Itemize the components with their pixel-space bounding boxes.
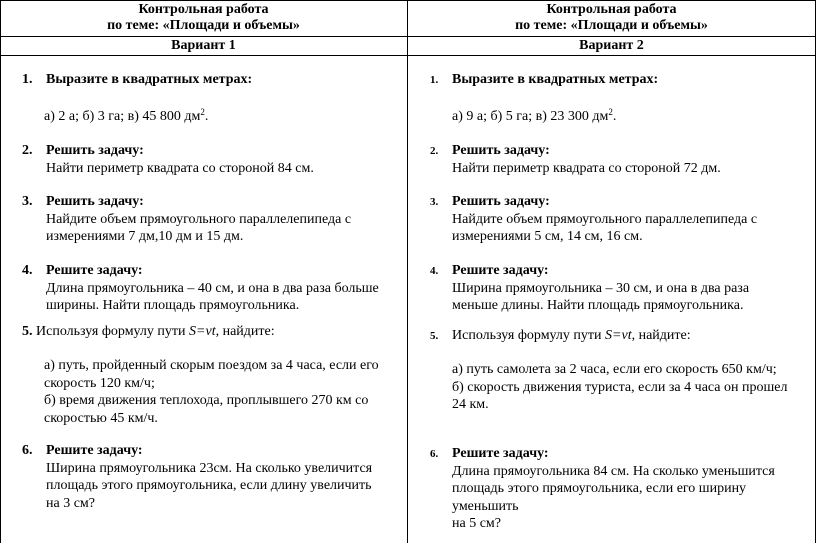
header-separator	[0, 36, 816, 37]
v2-task-2	[430, 142, 810, 177]
v2-task-5-formula: S=vt	[605, 328, 632, 343]
v1-task-1-title: Выразите в квадратных метрах:	[46, 72, 253, 87]
v2-task-3	[430, 193, 810, 246]
v2-task-1-number: 1.	[430, 74, 439, 86]
v1-task-6-line-1: Ширина прямоугольника 23см. На сколько увеличится	[46, 460, 373, 476]
table-border-top	[0, 0, 816, 1]
v1-task-1	[22, 71, 402, 89]
v1-task-2-title: Решить задачу:	[46, 143, 144, 158]
v1-task-2-number: 2.	[22, 143, 33, 158]
v1-task-6-line-3: на 3 см?	[46, 495, 95, 511]
v2-task-1-title: Выразите в квадратных метрах:	[452, 72, 659, 87]
v1-task-3-line-2: измерениями 7 дм,10 дм и 15 дм.	[46, 229, 244, 244]
v1-task-4-line-1: Длина прямоугольника – 40 см, и она в два раза больше	[46, 280, 379, 296]
v1-task-5-number: 5.	[22, 324, 33, 339]
v2-task-2-title: Решить задачу:	[452, 143, 550, 158]
variant-2-label: Вариант 2	[579, 38, 644, 53]
header-left	[0, 2, 407, 34]
v2-task-4-line-2: меньше длины. Найти площадь прямоугольника.	[452, 298, 744, 313]
v2-task-5-b-line-1: б) скорость движения туриста, если за 4 часа он прошел	[452, 379, 788, 395]
v1-task-3-number: 3.	[22, 194, 33, 209]
v1-task-3-line-1: Найдите объем прямоугольного параллелепипеда с	[46, 211, 352, 227]
v2-task-2-line-1: Найти периметр квадрата со стороной 72 дм.	[452, 160, 721, 176]
v1-task-6-title: Решите задачу:	[46, 443, 143, 458]
header-right-title: Контрольная работа	[546, 2, 677, 17]
v1-task-5-post: , найдите:	[215, 324, 275, 339]
v2-task-1-items	[452, 108, 812, 126]
v1-task-4-number: 4.	[22, 263, 33, 278]
v2-task-6-line-2: площадь этого прямоугольника, если его ширину уменьшить	[452, 481, 747, 514]
v1-task-5-formula: S=vt	[189, 324, 216, 339]
v2-task-1	[430, 71, 810, 89]
v1-task-6-number: 6.	[22, 443, 33, 458]
v1-task-3-title: Решить задачу:	[46, 194, 144, 209]
v1-task-6	[22, 442, 402, 512]
v2-task-3-line-2: измерениями 5 см, 14 см, 16 см.	[452, 229, 643, 244]
v1-task-1-sup: 2	[200, 107, 205, 117]
v1-task-5-a-line-1: а) путь, пройденный скорым поездом за 4 часа, если его	[44, 358, 379, 373]
v1-task-1-end: .	[204, 109, 209, 124]
v2-task-4-number: 4.	[430, 265, 439, 277]
v2-task-1-end: .	[612, 109, 617, 124]
v2-task-6	[430, 445, 812, 533]
v1-task-1-items-text: а) 2 а; б) 3 га; в) 45 800 дм	[44, 109, 201, 124]
v2-task-5-subitems	[452, 361, 812, 414]
variant-separator	[0, 55, 816, 56]
table-divider	[407, 0, 408, 543]
v2-task-6-number: 6.	[430, 448, 439, 460]
v1-task-4-line-2: ширины. Найти площадь прямоугольника.	[46, 298, 300, 313]
v2-task-5-a-line-1: а) путь самолета за 2 часа, если его скорость 650 км/ч;	[452, 362, 777, 377]
v2-task-5	[430, 327, 810, 345]
header-left-title: Контрольная работа	[138, 2, 269, 17]
header-right-topic: по теме: «Площади и объемы»	[515, 18, 708, 33]
v1-task-5-subitems	[44, 357, 404, 427]
v2-task-5-post: , найдите:	[631, 328, 691, 343]
v1-task-1-number: 1.	[22, 72, 33, 87]
v1-task-6-line-2: площадь этого прямоугольника, если длину увеличить	[46, 478, 372, 493]
v2-task-6-line-3: на 5 см?	[452, 516, 501, 531]
v2-task-2-number: 2.	[430, 145, 439, 157]
v2-task-1-sup: 2	[608, 107, 613, 117]
v1-task-4	[22, 262, 402, 315]
v2-task-4	[430, 262, 810, 315]
v2-task-6-title: Решите задачу:	[452, 446, 549, 461]
v2-task-5-number: 5.	[430, 330, 439, 342]
v1-task-5-b-line-2: скоростью 45 км/ч.	[44, 410, 158, 426]
v1-task-2-line-1: Найти периметр квадрата со стороной 84 см.	[46, 160, 314, 176]
v1-task-5-b-line-1: б) время движения теплохода, проплывшего 270 км со	[44, 393, 369, 408]
v1-task-2	[22, 142, 402, 177]
v2-task-3-title: Решить задачу:	[452, 194, 550, 209]
v2-task-3-number: 3.	[430, 196, 439, 208]
v2-task-5-pre: Используя формулу пути	[452, 328, 606, 343]
header-left-topic: по теме: «Площади и объемы»	[107, 18, 300, 33]
v1-task-5-a-line-2: скорость 120 км/ч;	[44, 375, 155, 391]
variant-1-label: Вариант 1	[171, 38, 236, 53]
v2-task-6-line-1: Длина прямоугольника 84 см. На сколько уменьшится	[452, 463, 775, 479]
v2-task-1-items-text: а) 9 а; б) 5 га; в) 23 300 дм	[452, 109, 609, 124]
v1-task-5	[22, 323, 402, 341]
v1-task-5-pre: Используя формулу пути	[36, 324, 190, 339]
v1-task-3	[22, 193, 402, 246]
v2-task-4-line-1: Ширина прямоугольника – 30 см, и она в два раза	[452, 280, 750, 296]
table-border-left	[0, 0, 1, 543]
v2-task-4-title: Решите задачу:	[452, 263, 549, 278]
v1-task-1-items	[44, 108, 404, 126]
header-right	[408, 2, 815, 34]
v1-task-4-title: Решите задачу:	[46, 263, 143, 278]
v2-task-3-line-1: Найдите объем прямоугольного параллелепипеда с	[452, 211, 758, 227]
v2-task-5-b-line-2: 24 км.	[452, 397, 489, 412]
